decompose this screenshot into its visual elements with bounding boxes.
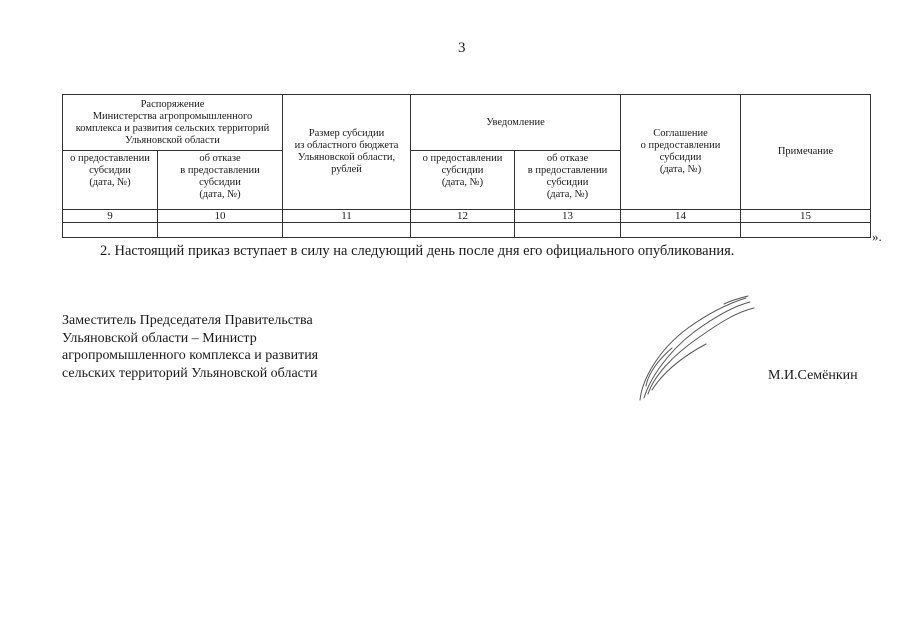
empty-cell xyxy=(621,223,741,238)
column-numbers-row xyxy=(63,210,871,223)
empty-cell xyxy=(411,223,515,238)
handwritten-signature xyxy=(628,290,758,405)
empty-data-row xyxy=(63,223,871,238)
header-subsidy-amount: Размер субсидии из областного бюджета Ульяновской области, рублей xyxy=(283,95,411,210)
column-number: 9 xyxy=(63,210,158,223)
closing-quote: ». xyxy=(872,229,882,244)
header-order: Распоряжение Министерства агропромышленного комплекса и развития сельских территорий Ульяновской области xyxy=(63,95,283,151)
empty-cell xyxy=(741,223,871,238)
page-number: 3 xyxy=(458,40,466,56)
column-number: 10 xyxy=(158,210,283,223)
subheader-notice-granted: о предоставлении субсидии (дата, №) xyxy=(411,151,515,210)
subheader-order-granted: о предоставлении субсидии (дата, №) xyxy=(63,151,158,210)
header-agreement: Соглашение о предоставлении субсидии (дата, №) xyxy=(621,95,741,210)
signer-name: М.И.Семёнкин xyxy=(768,368,858,383)
order-clause-text: 2. Настоящий приказ вступает в силу на следующий день после дня его официального опубликования. xyxy=(100,243,735,259)
column-number: 14 xyxy=(621,210,741,223)
header-note: Примечание xyxy=(741,95,871,210)
subsidy-register-table xyxy=(62,94,871,238)
column-number: 15 xyxy=(741,210,871,223)
empty-cell xyxy=(515,223,621,238)
signer-title: Заместитель Председателя Правительства Ульяновской области – Министр агропромышленного комплекса и развития сельских территорий Ульяновской области xyxy=(62,313,319,381)
column-number: 11 xyxy=(283,210,411,223)
subheader-notice-refused: об отказе в предоставлении субсидии (дата, №) xyxy=(515,151,621,210)
column-number: 12 xyxy=(411,210,515,223)
subheader-order-refused: об отказе в предоставлении субсидии (дата, №) xyxy=(158,151,283,210)
header-notification: Уведомление xyxy=(411,95,621,151)
empty-cell xyxy=(283,223,411,238)
table-header-row xyxy=(63,95,871,151)
column-number: 13 xyxy=(515,210,621,223)
empty-cell xyxy=(158,223,283,238)
empty-cell xyxy=(63,223,158,238)
